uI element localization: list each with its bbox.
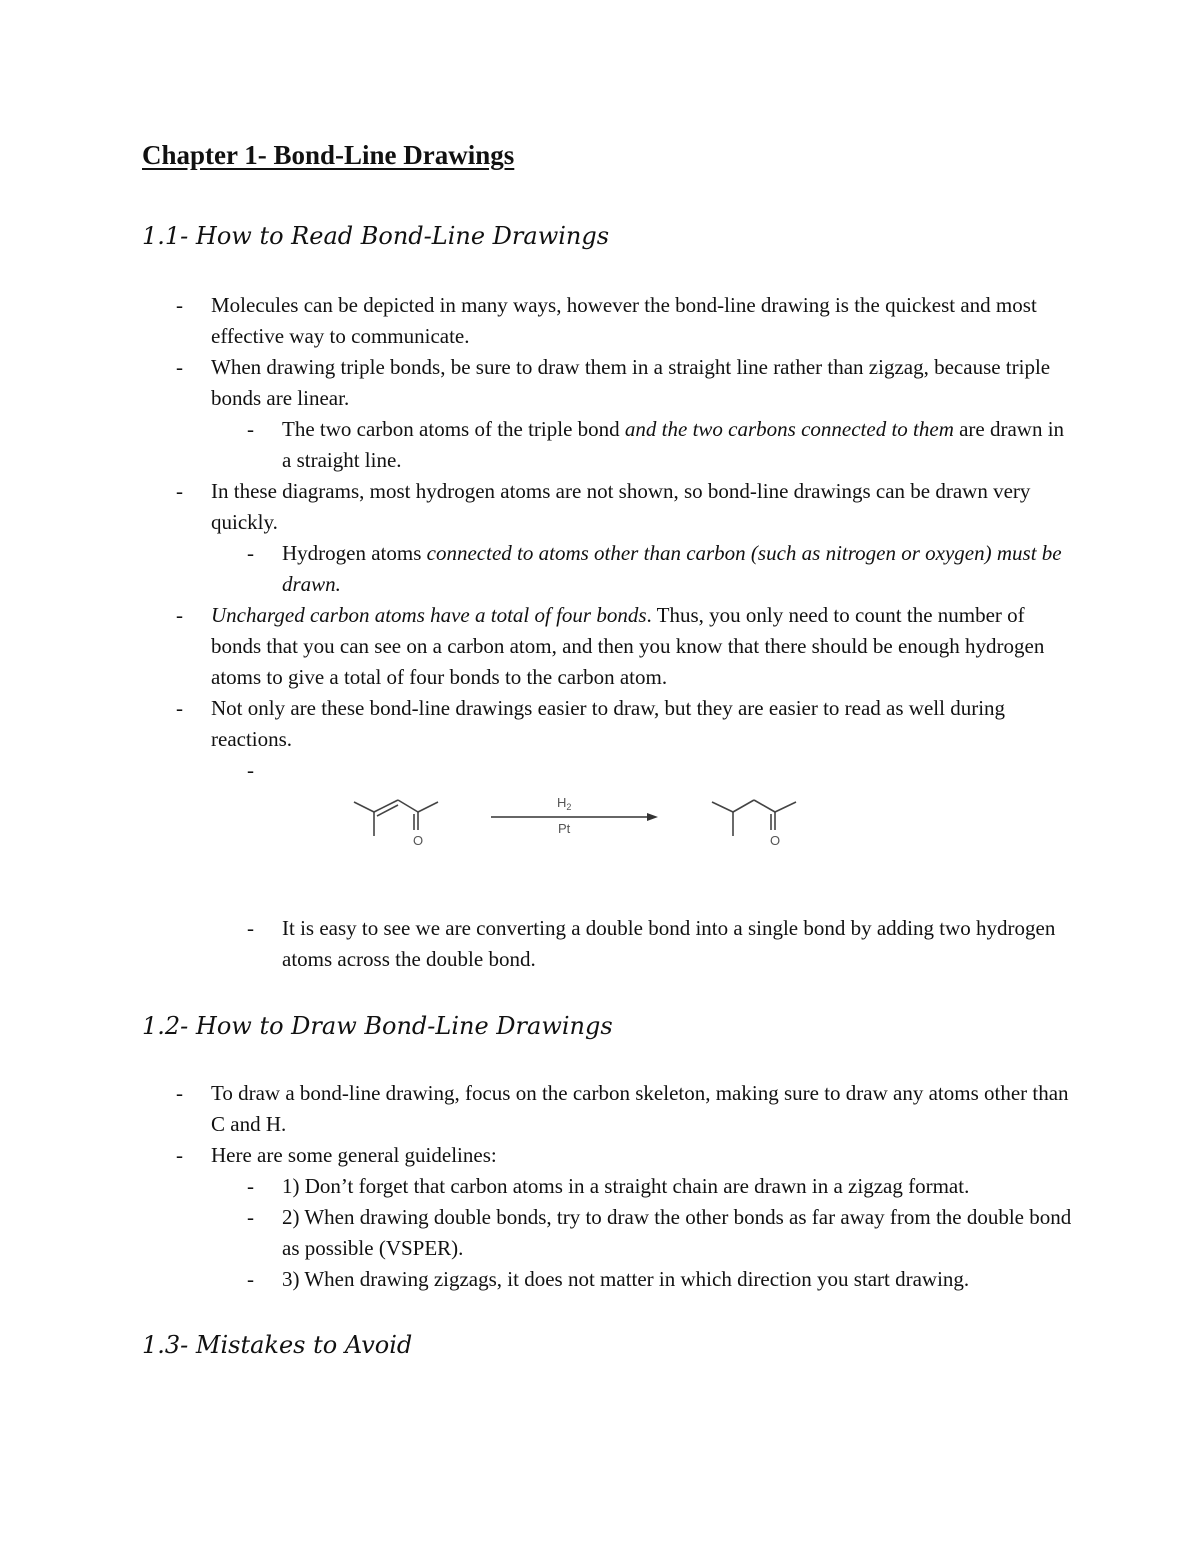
reagent-hydrogen-subscript: 2 <box>566 802 572 812</box>
section-1-bullets <box>0 290 1200 786</box>
bullet-text: When drawing triple bonds, be sure to draw them in a straight line rather than zigzag, because triple bonds are linear. <box>211 355 1051 410</box>
product-oxygen-label: O <box>770 833 781 848</box>
bullet-dash: - <box>176 603 183 627</box>
bullet-dash: - <box>176 1081 183 1105</box>
reagent-hydrogen-symbol: H <box>557 795 567 810</box>
reagent-catalyst-label: Pt <box>558 821 571 836</box>
section-1-conclusion <box>0 913 1200 975</box>
bullet-dash: - <box>176 696 183 720</box>
reactant-oxygen-label: O <box>413 833 424 848</box>
list-item <box>0 1140 1071 1171</box>
bullet-text: The two carbon atoms of the triple bond <box>282 417 625 441</box>
bullet-dash: - <box>247 1174 254 1198</box>
list-item <box>0 600 1071 693</box>
bullet-dash: - <box>247 1267 254 1291</box>
bullet-text: 1) Don’t forget that carbon atoms in a straight chain are drawn in a zigzag format. <box>282 1174 970 1198</box>
bullet-emphasis: connected to atoms other than carbon (such as nitrogen or oxygen) must be drawn. <box>282 541 1062 596</box>
bond <box>418 802 438 812</box>
bullet-text: It is easy to see we are converting a double bond into a single bond by adding two hydrogen atoms across the double bond. <box>282 916 1056 971</box>
bullet-emphasis: Uncharged carbon atoms have a total of four bonds <box>211 603 647 627</box>
section-1-title: 1.1- How to Read Bond-Line Drawings <box>142 222 610 250</box>
bond <box>754 800 775 812</box>
bullet-dash: - <box>247 758 254 782</box>
bullet-text: Here are some general guidelines: <box>211 1143 497 1167</box>
bullet-text: Not only are these bond-line drawings easier to draw, but they are easier to read as well during reactions. <box>211 696 1006 751</box>
list-item <box>0 1264 1072 1295</box>
bullet-text: Hydrogen atoms <box>282 541 427 565</box>
list-item-empty <box>0 755 1072 786</box>
list-item <box>0 538 1072 600</box>
bullet-text: Molecules can be depicted in many ways, however the bond-line drawing is the quickest and most effective way to communicate. <box>211 293 1037 348</box>
bullet-text: . Thus, you only need to count the number of bonds that you can see on a carbon atom, and then you know that there should be enough hydrogen atoms to give a total of four bonds to the carbon atom. <box>211 603 1045 689</box>
list-item <box>0 414 1072 476</box>
bullet-text: 3) When drawing zigzags, it does not matter in which direction you start drawing. <box>282 1267 970 1291</box>
bullet-emphasis: and the two carbons connected to them <box>624 417 954 441</box>
reagent-hydrogen-label <box>557 795 571 812</box>
bullet-text: In these diagrams, most hydrogen atoms are not shown, so bond-line drawings can be drawn very quickly. <box>211 479 1031 534</box>
list-item <box>0 1078 1071 1140</box>
list-item <box>0 1171 1072 1202</box>
bullet-text <box>282 758 287 782</box>
bond <box>712 802 733 812</box>
bond <box>733 800 754 812</box>
bullet-dash: - <box>176 479 183 503</box>
section-3-title: 1.3- Mistakes to Avoid <box>142 1331 413 1359</box>
list-item <box>0 352 1071 414</box>
bullet-text: To draw a bond-line drawing, focus on the carbon skeleton, making sure to draw any atoms other than C and H. <box>211 1081 1069 1136</box>
list-item <box>0 290 1071 352</box>
reactant-molecule <box>354 800 438 836</box>
section-2-title: 1.2- How to Draw Bond-Line Drawings <box>142 1012 613 1040</box>
reaction-arrow <box>491 813 658 821</box>
bullet-dash: - <box>247 417 254 441</box>
hydrogenation-reaction-diagram <box>340 786 820 856</box>
bullet-dash: - <box>176 355 183 379</box>
bond <box>354 802 374 812</box>
list-item <box>0 476 1071 538</box>
chapter-title: Chapter 1- Bond-Line Drawings <box>142 140 515 170</box>
bond <box>398 800 418 812</box>
product-molecule <box>712 800 796 836</box>
reaction-svg <box>340 786 820 856</box>
list-item <box>0 693 1071 755</box>
section-2-bullets <box>0 1078 1200 1295</box>
list-item <box>0 1202 1072 1264</box>
bond <box>775 802 796 812</box>
bullet-text: 2) When drawing double bonds, try to draw the other bonds as far away from the double bond as possible (VSPER). <box>282 1205 1072 1260</box>
bullet-dash: - <box>247 1205 254 1229</box>
bullet-text: are drawn in a straight line. <box>282 417 1065 472</box>
bullet-dash: - <box>247 541 254 565</box>
list-item <box>0 913 1072 975</box>
bullet-dash: - <box>176 1143 183 1167</box>
double-bond <box>377 805 398 816</box>
bullet-dash: - <box>247 916 254 940</box>
bullet-dash: - <box>176 293 183 317</box>
